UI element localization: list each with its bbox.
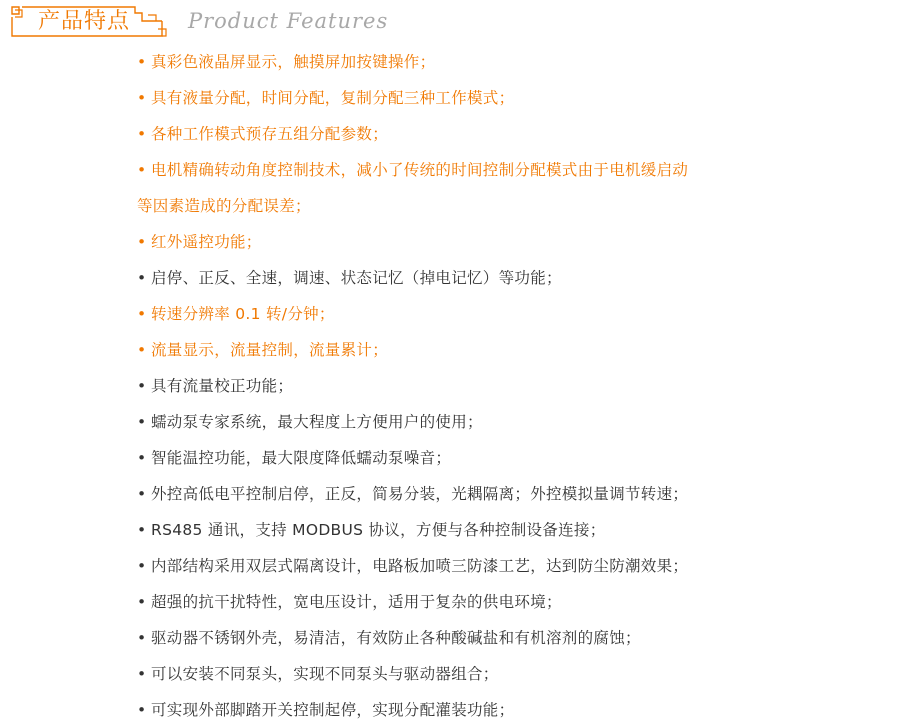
bullet-dot-icon: • xyxy=(137,341,147,359)
feature-text: 具有流量校正功能； xyxy=(151,377,294,395)
feature-list-item xyxy=(137,188,897,224)
bullet-dot-icon: • xyxy=(137,89,147,107)
feature-list-item xyxy=(137,116,897,152)
feature-text: 超强的抗干扰特性，宽电压设计，适用于复杂的供电环境； xyxy=(151,593,562,611)
feature-text: 启停、正反、全速，调速、状态记忆（掉电记忆）等功能； xyxy=(151,269,562,287)
feature-list-item xyxy=(137,656,897,692)
feature-text: 真彩色液晶屏显示，触摸屏加按键操作； xyxy=(151,53,436,71)
bullet-dot-icon: • xyxy=(137,485,147,503)
bullet-dot-icon: • xyxy=(137,305,147,323)
feature-list-item xyxy=(137,548,897,584)
feature-text: 外控高低电平控制启停，正反，简易分装，光耦隔离；外控模拟量调节转速； xyxy=(151,485,689,503)
bullet-dot-icon: • xyxy=(137,377,147,395)
feature-text: RS485 通讯，支持 MODBUS 协议，方便与各种控制设备连接； xyxy=(151,521,606,539)
feature-list-item xyxy=(137,692,897,728)
feature-text: 具有液量分配，时间分配，复制分配三种工作模式； xyxy=(151,89,515,107)
feature-list-item xyxy=(137,44,897,80)
bullet-dot-icon: • xyxy=(137,593,147,611)
feature-text: 可实现外部脚踏开关控制起停，实现分配灌装功能； xyxy=(151,701,515,719)
bullet-dot-icon: • xyxy=(137,521,147,539)
bullet-dot-icon: • xyxy=(137,161,147,179)
feature-text: 等因素造成的分配误差； xyxy=(137,197,311,215)
feature-list-item xyxy=(137,368,897,404)
bullet-dot-icon: • xyxy=(137,665,147,683)
bullet-dot-icon: • xyxy=(137,413,147,431)
bullet-dot-icon: • xyxy=(137,629,147,647)
feature-text: 驱动器不锈钢外壳，易清洁，有效防止各种酸碱盐和有机溶剂的腐蚀； xyxy=(151,629,641,647)
feature-text: 红外遥控功能； xyxy=(151,233,262,251)
bullet-dot-icon: • xyxy=(137,53,147,71)
bullet-dot-icon: • xyxy=(137,269,147,287)
feature-list-item xyxy=(137,332,897,368)
feature-list xyxy=(137,44,897,728)
feature-text: 各种工作模式预存五组分配参数； xyxy=(151,125,389,143)
feature-list-item xyxy=(137,584,897,620)
feature-list-item xyxy=(137,80,897,116)
feature-list-item xyxy=(137,620,897,656)
bullet-dot-icon: • xyxy=(137,557,147,575)
bullet-dot-icon: • xyxy=(137,701,147,719)
feature-list-item xyxy=(137,152,897,188)
feature-text: 可以安装不同泵头，实现不同泵头与驱动器组合； xyxy=(151,665,499,683)
section-header xyxy=(0,0,900,44)
bullet-dot-icon: • xyxy=(137,233,147,251)
feature-list-item xyxy=(137,260,897,296)
feature-text: 智能温控功能，最大限度降低蠕动泵噪音； xyxy=(151,449,452,467)
feature-list-item xyxy=(137,440,897,476)
feature-text: 蠕动泵专家系统，最大程度上方便用户的使用； xyxy=(151,413,483,431)
feature-list-item xyxy=(137,404,897,440)
feature-list-item xyxy=(137,512,897,548)
bullet-dot-icon: • xyxy=(137,125,147,143)
page-subtitle: Product Features xyxy=(188,9,389,33)
bullet-dot-icon: • xyxy=(137,449,147,467)
feature-text: 转速分辨率 0.1 转/分钟； xyxy=(151,305,335,323)
title-frame xyxy=(10,5,170,38)
feature-text: 流量显示，流量控制，流量累计； xyxy=(151,341,389,359)
feature-text: 电机精确转动角度控制技术，减小了传统的时间控制分配模式由于电机缓启动 xyxy=(151,161,689,179)
page-title: 产品特点 xyxy=(38,9,131,34)
feature-text: 内部结构采用双层式隔离设计，电路板加喷三防漆工艺，达到防尘防潮效果； xyxy=(151,557,689,575)
feature-list-item xyxy=(137,296,897,332)
feature-list-item xyxy=(137,224,897,260)
feature-list-item xyxy=(137,476,897,512)
